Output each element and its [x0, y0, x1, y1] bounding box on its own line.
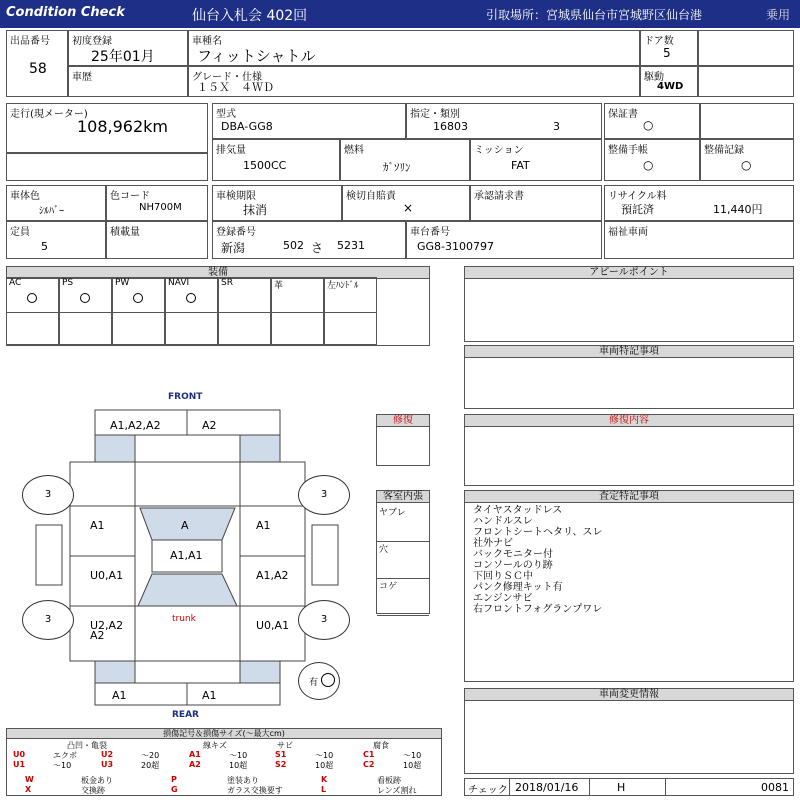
tire-front-right: 3: [298, 475, 350, 515]
tire-front-left: 3: [22, 475, 74, 515]
legend-desc: 〜10: [53, 761, 72, 770]
equipment-title: 装備: [7, 267, 429, 279]
equipment-label: PW: [115, 278, 130, 288]
fuel-box: 燃料 ｶﾞｿﾘﾝ: [340, 139, 470, 181]
equipment-item: [271, 277, 324, 345]
equipment-label: 革: [274, 281, 284, 291]
inspector-note: タイヤスタッドレス: [473, 505, 563, 516]
legend-code: S2: [275, 760, 287, 769]
insurance: ×: [403, 201, 414, 215]
record-box: 整備記録 ○: [700, 139, 794, 181]
legend-desc: 20超: [141, 761, 160, 770]
warranty: ○: [643, 118, 654, 132]
insurance-box: 検切自賠責 ×: [342, 185, 470, 221]
inspector-note: フロントシートヘタリ、スレ: [473, 527, 603, 538]
check-row: チェック 2018/01/16 H 0081: [464, 778, 794, 796]
legend-code: A2: [189, 760, 201, 769]
blank-box-3: [700, 103, 794, 139]
inspector-note: コンソールのり跡: [473, 560, 553, 571]
color-box: 車体色 ｼﾙﾊﾞｰ: [6, 185, 106, 221]
load-box: 積載量: [106, 221, 208, 259]
legend-mark-desc: レンズ割れ: [377, 786, 417, 795]
equipment-item: [324, 277, 377, 345]
inspector-notes: [465, 503, 793, 617]
legend-code: U0: [13, 750, 26, 759]
legend-desc: 10超: [315, 761, 334, 770]
legend-mark-desc: 看板跡: [377, 776, 401, 785]
inspection-box: 車検期限 抹消: [212, 185, 342, 221]
inspector-note: パンク修理キット有: [473, 582, 563, 593]
capacity-box: 定員 5: [6, 221, 106, 259]
legend-group: 凸凹・亀裂: [67, 741, 107, 750]
inspector-note: 右フロントフォグランプワレ: [473, 604, 603, 615]
legend-group: 腐食: [373, 741, 389, 750]
grade-box: グレード・仕様 １５Ｘ ４ＷＤ: [188, 66, 640, 97]
mission: FAT: [511, 159, 530, 172]
check-title: Condition Check: [6, 5, 125, 20]
color: ｼﾙﾊﾞｰ: [39, 206, 64, 217]
header-bar: [0, 0, 800, 28]
legend-code: C1: [363, 750, 375, 759]
approval-box: 承認請求書: [470, 185, 602, 221]
legend-desc: 〜10: [315, 751, 334, 760]
record: ○: [741, 158, 752, 172]
legend-desc: 〜10: [229, 751, 248, 760]
blank-box-2: [698, 66, 794, 97]
legend-mark-desc: 板金あり: [81, 776, 113, 785]
auction-name: 仙台入札会 402回: [192, 8, 308, 24]
lot-number: 58: [29, 61, 47, 77]
equipment-item: [59, 277, 112, 345]
legend-code: S1: [275, 750, 287, 759]
inspector-note: 社外ナビ: [473, 538, 513, 549]
equipment-item: [6, 277, 59, 345]
manual-box: 整備手帳 ○: [604, 139, 700, 181]
history-box: 車歴: [68, 66, 188, 97]
category-sub: 3: [553, 120, 560, 133]
repair-content-section: 修復内容: [464, 414, 794, 486]
chassis-box: 車台番号 GG8-3100797: [406, 221, 602, 259]
category-box: 指定・類別 16803 3: [406, 103, 602, 139]
legend-mark-desc: 塗装あり: [227, 776, 259, 785]
spare-tire: 有: [298, 662, 340, 700]
recycle-status: 預託済: [621, 203, 654, 216]
manual: ○: [643, 158, 654, 172]
legend-desc: 10超: [229, 761, 248, 770]
legend-mark-code: G: [171, 785, 178, 794]
equipment-mark: [80, 293, 90, 303]
legend-mark-desc: 交換跡: [81, 786, 105, 795]
color-code: NH700M: [139, 202, 182, 213]
blank-box-1: [698, 30, 794, 66]
inspector-note: バックモニター付: [473, 549, 553, 560]
pickup-location: 引取場所：宮城県仙台市宮城野区仙台港: [486, 8, 703, 22]
interior-item: ヤブレ: [377, 505, 429, 542]
check-grade: H: [617, 781, 626, 794]
interior-box: 客室内張 ヤブレ 穴 コゲ: [376, 490, 430, 614]
legend-mark-code: P: [171, 775, 177, 784]
damage-legend: 損傷記号＆損傷サイズ(〜最大cm) 凸凹・亀裂 線キズ サビ 腐食 U0 エクボ U2 〜20 A1 〜10 S1 〜10 C1 〜10 U1 〜10 U3 20超 A2 10超 S2 10超 C2 10超 W 板金あり P 塗装あり K 看板跡 X 交換跡 G ガラス交換要す L レンズ割れ: [6, 728, 442, 796]
grade: １５Ｘ ４ＷＤ: [197, 81, 274, 94]
warranty-box: 保証書 ○: [604, 103, 700, 139]
recycle-fee: 11,440円: [713, 203, 763, 216]
first-reg-box: 初度登録 25年01月: [68, 30, 188, 66]
equipment-label: AC: [9, 278, 22, 288]
legend-code: C2: [363, 760, 375, 769]
legend-code: A1: [189, 750, 201, 759]
car-outline: [0, 400, 440, 710]
tire-rear-left: 3: [22, 600, 74, 640]
legend-code: U1: [13, 760, 26, 769]
mileage-box: 走行(現メーター) 108,962km: [6, 103, 208, 153]
drive: 4WD: [657, 81, 684, 92]
equipment-mark: [27, 293, 37, 303]
displacement-box: 排気量 1500CC: [212, 139, 340, 181]
legend-group: サビ: [277, 741, 293, 750]
interior-item: コゲ: [377, 579, 429, 616]
legend-mark-code: X: [25, 785, 32, 794]
model-name-box: 車種名 フィットシャトル: [188, 30, 640, 66]
check-number: 0081: [761, 781, 789, 794]
legend-group: 線キズ: [203, 741, 227, 750]
inspector-note: ハンドルスレ: [473, 516, 533, 527]
welfare-box: 福祉車両: [604, 221, 794, 259]
equipment-item: [165, 277, 218, 345]
inspector-notes-section: 査定特記事項 タイヤスタッドレス ハンドルスレ フロントシートヘタリ、スレ 社外ナビ バックモニター付 コンソールのり跡 下回りＳＣ中 パンク修理キット有 エンジンサビ 右フロントフォグランプワレ: [464, 490, 794, 682]
inspector-note: エンジンサビ: [473, 593, 533, 604]
legend-mark-code: L: [321, 785, 327, 794]
appeal-section: アピールポイント: [464, 266, 794, 342]
plate-box: 登録番号 新潟 502 さ 5231: [212, 221, 406, 259]
chassis-number: GG8-3100797: [417, 240, 495, 253]
mileage: 108,962km: [77, 117, 169, 136]
equipment-label: 左ﾊﾝﾄﾞﾙ: [327, 281, 359, 291]
repair-box: 修復: [376, 414, 430, 466]
fuel: ｶﾞｿﾘﾝ: [383, 161, 411, 174]
category-no: 16803: [433, 120, 468, 133]
mission-box: ミッション FAT: [470, 139, 602, 181]
usage-type: 乗用: [766, 8, 791, 22]
inspector-note: 下回りＳＣ中: [473, 571, 533, 582]
tire-rear-right: 3: [298, 600, 350, 640]
lot-box: 出品番号 58: [6, 30, 68, 97]
equipment-label: PS: [62, 278, 74, 288]
legend-mark-code: W: [25, 775, 34, 784]
legend-desc: エクボ: [53, 751, 77, 760]
doors: 5: [663, 46, 671, 60]
legend-desc: 〜20: [141, 751, 160, 760]
first-reg: 25年01月: [91, 49, 155, 65]
recycle-box: リサイクル料 預託済 11,440円: [604, 185, 794, 221]
legend-mark-desc: ガラス交換要す: [227, 786, 283, 795]
capacity: 5: [41, 240, 48, 253]
inspection: 抹消: [243, 203, 268, 217]
equipment-label: NAVI: [168, 278, 190, 288]
model-type: DBA-GG8: [221, 120, 273, 133]
mileage-sub-box: [6, 153, 208, 181]
drive-box: 駆動 4WD: [640, 66, 698, 97]
legend-code: U3: [101, 760, 114, 769]
interior-item: 穴: [377, 542, 429, 579]
doors-box: ドア数 5: [640, 30, 698, 66]
type-box: 型式 DBA-GG8: [212, 103, 406, 139]
legend-desc: 〜10: [403, 751, 422, 760]
changes-section: 車両変更情報: [464, 688, 794, 774]
color-code-box: 色コード NH700M: [106, 185, 208, 221]
legend-desc: 10超: [403, 761, 422, 770]
special-notes-section: 車両特記事項: [464, 345, 794, 409]
legend-code: U2: [101, 750, 114, 759]
equipment-item: [218, 277, 271, 345]
equipment-item: [112, 277, 165, 345]
equipment-label: SR: [221, 278, 233, 288]
equipment-mark: [186, 293, 196, 303]
legend-mark-code: K: [321, 775, 328, 784]
check-date: 2018/01/16: [515, 781, 579, 794]
model-name: フィットシャトル: [197, 47, 316, 65]
displacement: 1500CC: [243, 159, 287, 172]
equipment-mark: [133, 293, 143, 303]
